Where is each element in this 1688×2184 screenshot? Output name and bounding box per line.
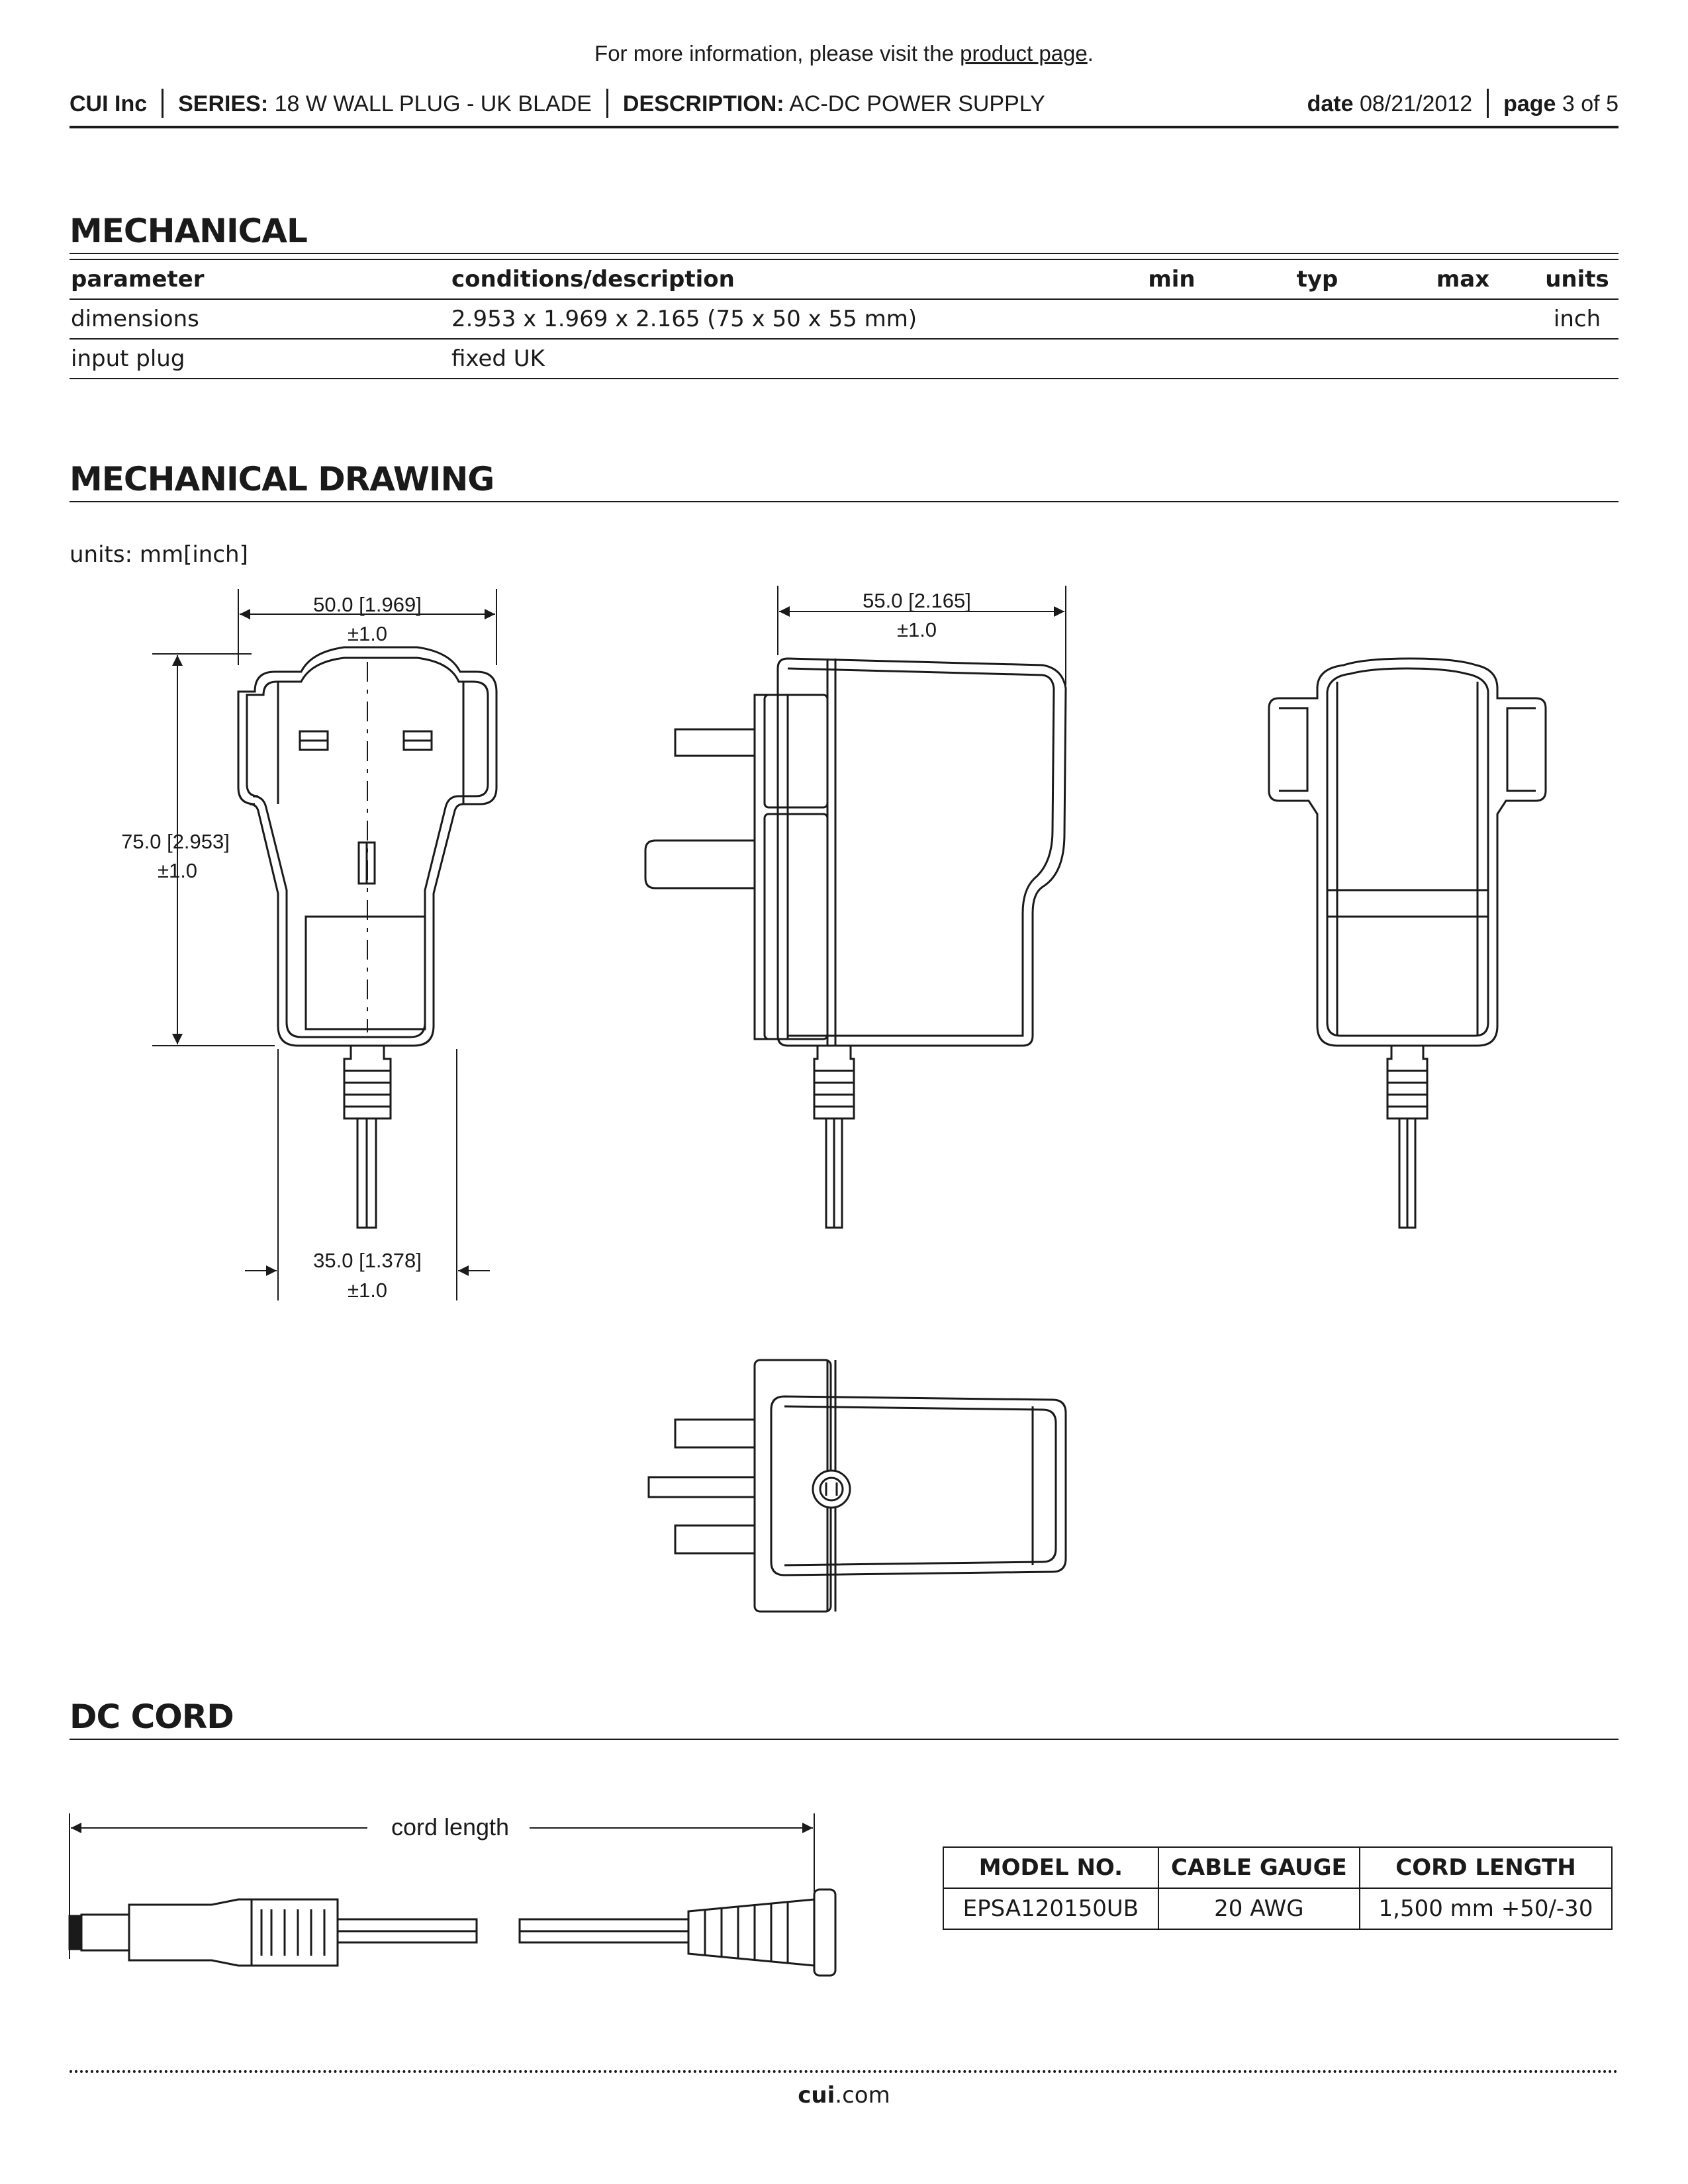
notice-prefix: For more information, please visit the [594,41,961,66]
side-live-pin [675,729,755,756]
col-cord-length: CORD LENGTH [1360,1847,1612,1888]
col-model-no: MODEL NO. [943,1847,1158,1888]
side-plug-base [755,695,788,1039]
series-value: 18 W WALL PLUG - UK BLADE [274,91,592,116]
cell-model-no: EPSA120150UB [943,1888,1158,1929]
cell-desc: 2.953 x 1.969 x 2.165 (75 x 50 x 55 mm) [450,299,1099,339]
product-page-link[interactable]: product page [960,41,1088,66]
col-conditions: conditions/description [450,259,1099,299]
description-value: AC-DC POWER SUPPLY [789,91,1045,116]
company-name: CUI Inc [70,91,148,116]
col-units: units [1536,259,1618,299]
dc-plug-body [129,1899,338,1966]
base-dim-tol: ±1.0 [347,1279,388,1302]
base-dim-text: 35.0 [1.378] [313,1249,422,1272]
units-note: units: mm[inch] [70,541,248,568]
back-view [1269,659,1546,1228]
footer [0,2082,1688,2109]
back-body-inner [1327,668,1488,1036]
dc-cord-heading: DC CORD [70,1698,1618,1740]
description-label: DESCRIPTION: [622,91,784,116]
height-dim-tol: ±1.0 [157,859,198,882]
cell-units: inch [1536,299,1618,339]
side-view [645,586,1066,1228]
top-view [649,1360,1066,1612]
cell-desc: fixed UK [450,339,1099,379]
cell-parameter: dimensions [70,299,450,339]
date-label: date [1307,91,1354,116]
back-body-outline [1269,659,1546,1046]
date-value: 08/21/2012 [1359,91,1473,116]
page-label: page [1503,91,1556,116]
side-cord [826,1118,842,1228]
footer-divider [70,2070,1618,2073]
top-neutral-pin [675,1525,755,1553]
cell-parameter: input plug [70,339,450,379]
mechanical-drawing-heading: MECHANICAL DRAWING [70,460,1618,502]
cord-length-label: cord length [391,1813,510,1841]
col-parameter: parameter [70,259,450,299]
col-max: max [1390,259,1536,299]
height-dim-text: 75.0 [2.953] [121,830,230,853]
side-earth-pin [645,841,755,888]
cord-strain-relief [688,1899,814,1966]
notice-suffix: . [1087,41,1094,66]
top-earth-pin [649,1477,755,1497]
top-live-pin [675,1420,755,1447]
cord-segment-right [520,1919,688,1942]
page-value: 3 of 5 [1562,91,1618,116]
cell-cord-length: 1,500 mm +50/-30 [1360,1888,1612,1929]
top-screw-outer [813,1471,850,1508]
series-label: SERIES: [178,91,269,116]
width-dim-tol: ±1.0 [347,622,388,645]
width-dim-text: 50.0 [1.969] [313,593,422,616]
col-typ: typ [1244,259,1390,299]
col-cable-gauge: CABLE GAUGE [1158,1847,1360,1888]
back-cord [1399,1118,1415,1228]
front-cord [357,1118,376,1228]
cord-end-flange [814,1889,835,1976]
depth-dim-text: 55.0 [2.165] [863,589,971,612]
front-side-tabs [278,682,463,804]
dc-barrel [81,1915,129,1950]
cell-cable-gauge: 20 AWG [1158,1888,1360,1929]
footer-domain: .com [835,2082,890,2109]
front-view [152,589,496,1300]
cord-segment-left [338,1919,477,1942]
depth-dim-tol: ±1.0 [896,618,937,641]
mechanical-heading: MECHANICAL [70,212,1618,254]
dc-barrel-tip [70,1916,81,1949]
front-label-panel [306,917,425,1029]
table-row [943,1888,1612,1929]
col-min: min [1099,259,1244,299]
cord-spec-table [943,1846,1613,1930]
footer-brand: cui [798,2082,835,2109]
cord-table-header [943,1847,1612,1888]
